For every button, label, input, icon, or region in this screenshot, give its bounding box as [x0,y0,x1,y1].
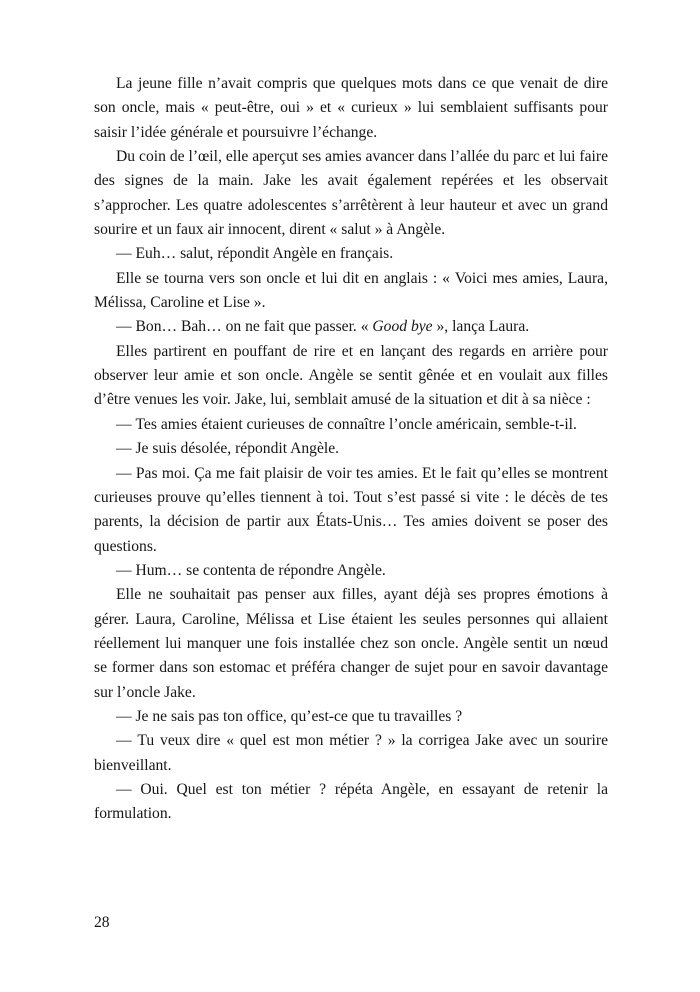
page-number: 28 [94,914,110,931]
text-run: — Tes amies étaient curieuses de connaître l’oncle américain, [116,415,506,433]
text-run: — Tu veux dire « quel est mon métier ? » la corrigea Jake avec un sourire bienveillant. [94,732,608,774]
paragraph [94,437,608,461]
italic-text-run: Good bye [372,318,433,336]
text-run: Elles partirent en pouffant de rire et en lançant des regards en arrière pour observer leur amie et son oncle. Angèle se sentit gênée et en voulait aux filles d’être venues les voir. Jake, lui, semblait amusé de la situation et dit à sa nièce : [94,342,608,409]
paragraph [94,583,608,705]
text-run: Elle se tourna vers son oncle et lui dit en anglais : « Voici mes amies, Laura, Mélissa, Caroline et Lise ». [94,269,608,312]
text-run: », lança Laura. [432,318,530,336]
page-body-text [94,72,608,827]
text-run: — Euh… salut, répondit Angèle en français. [116,245,394,263]
text-run: — Oui. Quel est ton métier ? répéta Angèle, en essayant de retenir la formulation. [94,780,608,823]
paragraph [94,242,608,266]
paragraph [94,145,608,242]
text-run: La jeune fille n’avait compris que quelques mots dans ce que venait de dire son oncle, mais « peut-être, oui » et « curieux » lui semblaient suffisants pour saisir l’idée générale et poursuivre l’échange. [94,75,608,141]
paragraph [94,559,608,583]
paragraph [94,267,608,316]
text-run: Elle ne souhaitait pas penser aux filles, ayant déjà ses propres émotions à gérer. Laura, Caroline, Mélissa et Lise étaient les seules personnes qui allaient réellement lui manquer une fois installée chez son oncle. Angèle sentit un nœud se former dans son estomac et préféra changer de sujet pour en savoir davantage sur l’oncle Jake. [94,586,608,701]
paragraph [94,462,608,559]
text-run: — Je ne sais pas ton office, qu’est-ce que tu travailles ? [116,707,463,725]
text-run: semble-t-il. [505,415,577,433]
text-run: Du coin de l’œil, elle aperçut ses amies avancer dans l’allée du parc et lui faire des signes de la main. Jake les avait également repérées et les observait s’approcher. Les quatre adolescentes s’arrêtèrent à leur hauteur et avec un grand sourire et un faux air innocent, dirent « salut » à Angèle. [94,148,608,239]
paragraph [94,72,608,145]
text-run: — Je suis désolée, répondit Angèle. [116,440,340,458]
paragraph [94,413,608,437]
text-run: — Pas moi. Ça me fait plaisir de voir tes amies. Et le fait qu’elles se montrent curieuses prouve qu’elles tiennent à toi. Tout s’est passé si vite : le décès de tes parents, la décision de partir aux États-Unis… Tes amies doivent se poser des questions. [94,464,608,555]
paragraph [94,315,608,339]
text-run: — Hum… se contenta de répondre Angèle. [116,561,386,579]
paragraph [94,778,608,827]
text-run: — Bon… Bah… on ne fait que passer. « [116,318,373,336]
paragraph [94,340,608,413]
paragraph [94,705,608,729]
paragraph [94,729,608,778]
